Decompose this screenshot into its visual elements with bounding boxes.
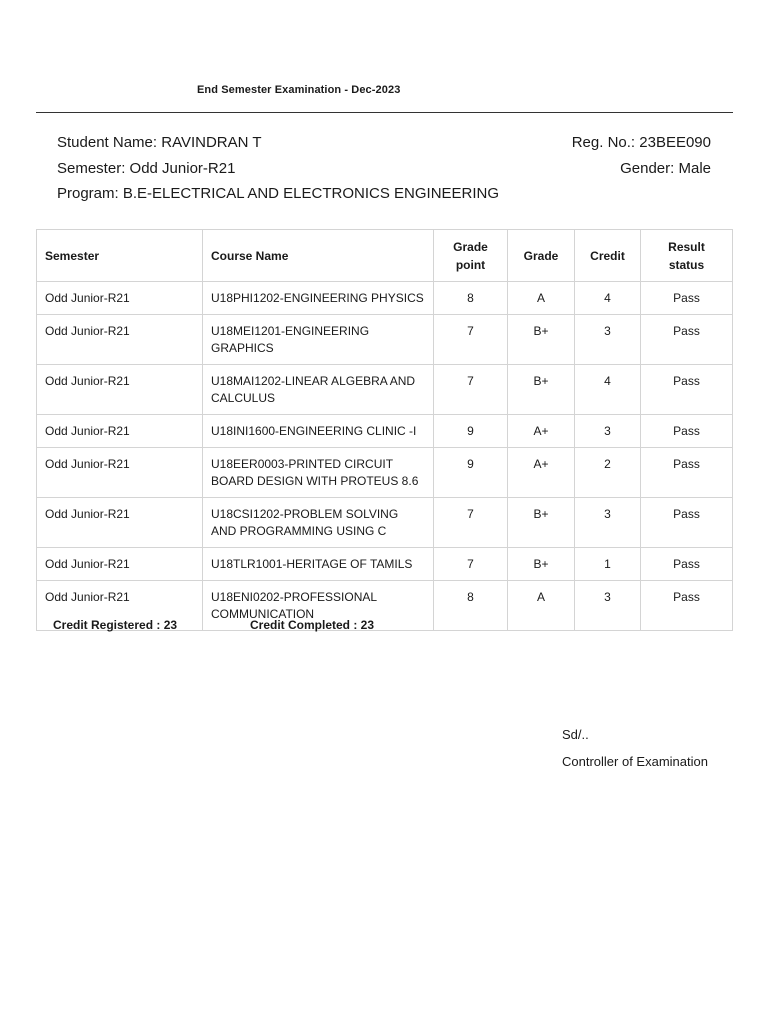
student-name-value: RAVINDRAN T [161,134,262,151]
program-row [57,184,499,204]
results-table [36,229,733,631]
cell-result-status: Pass [641,365,733,415]
cell-semester: Odd Junior-R21 [37,448,203,498]
header-grade: Grade [508,230,575,282]
cell-credit: 3 [575,315,641,365]
cell-credit: 1 [575,548,641,581]
table-row [37,415,733,448]
cell-credit: 2 [575,448,641,498]
cell-credit: 3 [575,581,641,631]
table-row [37,315,733,365]
cell-credit: 4 [575,365,641,415]
gender-value: Male [678,160,711,177]
student-name-row [57,133,262,153]
cell-course-name: U18MEI1201-ENGINEERING GRAPHICS [203,315,434,365]
credit-registered: Credit Registered : 23 [53,618,178,632]
signature-sd: Sd/.. [562,727,589,742]
table-row [37,548,733,581]
cell-grade-point: 8 [434,581,508,631]
cell-course-name: U18TLR1001-HERITAGE OF TAMILS [203,548,434,581]
cell-result-status: Pass [641,581,733,631]
semester-row [57,159,235,179]
table-row [37,498,733,548]
header-course-name: Course Name [203,230,434,282]
table-row [37,448,733,498]
header-semester: Semester [37,230,203,282]
cell-credit: 3 [575,498,641,548]
exam-title: End Semester Examination - Dec-2023 [197,84,401,96]
cell-semester: Odd Junior-R21 [37,282,203,315]
credit-completed: Credit Completed : 23 [250,618,375,632]
cell-grade-point: 9 [434,448,508,498]
cell-grade-point: 7 [434,365,508,415]
table-header-row [37,230,733,282]
cell-course-name: U18MAI1202-LINEAR ALGEBRA AND CALCULUS [203,365,434,415]
cell-result-status: Pass [641,415,733,448]
cell-result-status: Pass [641,315,733,365]
cell-grade: A+ [508,448,575,498]
header-divider [36,112,733,113]
signature-title: Controller of Examination [562,754,708,769]
cell-semester: Odd Junior-R21 [37,315,203,365]
cell-semester: Odd Junior-R21 [37,415,203,448]
cell-result-status: Pass [641,548,733,581]
program-value: B.E-ELECTRICAL AND ELECTRONICS ENGINEERING [122,185,500,202]
cell-result-status: Pass [641,498,733,548]
cell-grade-point: 9 [434,415,508,448]
gender-label: Gender: [620,160,675,177]
student-name-label: Student Name: [57,134,158,151]
header-result-status: Result status [641,230,733,282]
cell-result-status: Pass [641,282,733,315]
reg-no-value: 23BEE090 [639,134,711,151]
cell-course-name: U18PHI1202-ENGINEERING PHYSICS [203,282,434,315]
cell-course-name: U18EER0003-PRINTED CIRCUIT BOARD DESIGN WITH PROTEUS 8.6 [203,448,434,498]
header-grade-point: Grade point [434,230,508,282]
cell-grade: A [508,581,575,631]
cell-grade: B+ [508,548,575,581]
reg-no-label: Reg. No.: [571,134,636,151]
table-row [37,365,733,415]
cell-grade-point: 8 [434,282,508,315]
cell-grade: A+ [508,415,575,448]
cell-grade-point: 7 [434,315,508,365]
cell-course-name: U18ENI0202-PROFESSIONAL COMMUNICATION [203,581,434,631]
cell-grade: B+ [508,365,575,415]
cell-semester: Odd Junior-R21 [37,498,203,548]
reg-no-row [572,133,711,153]
cell-grade-point: 7 [434,548,508,581]
cell-grade-point: 7 [434,498,508,548]
table-row [37,282,733,315]
cell-semester: Odd Junior-R21 [37,548,203,581]
cell-semester: Odd Junior-R21 [37,365,203,415]
cell-course-name: U18INI1600-ENGINEERING CLINIC -I [203,415,434,448]
results-body [37,282,733,631]
cell-result-status: Pass [641,448,733,498]
program-label: Program: [57,185,119,202]
cell-grade: A [508,282,575,315]
cell-grade: B+ [508,315,575,365]
cell-semester: Odd Junior-R21 [37,581,203,631]
cell-credit: 3 [575,415,641,448]
cell-grade: B+ [508,498,575,548]
cell-course-name: U18CSI1202-PROBLEM SOLVING AND PROGRAMMING USING C [203,498,434,548]
cell-credit: 4 [575,282,641,315]
gender-row [620,159,711,179]
semester-value: Odd Junior-R21 [129,160,236,177]
semester-label: Semester: [57,160,126,177]
header-credit: Credit [575,230,641,282]
